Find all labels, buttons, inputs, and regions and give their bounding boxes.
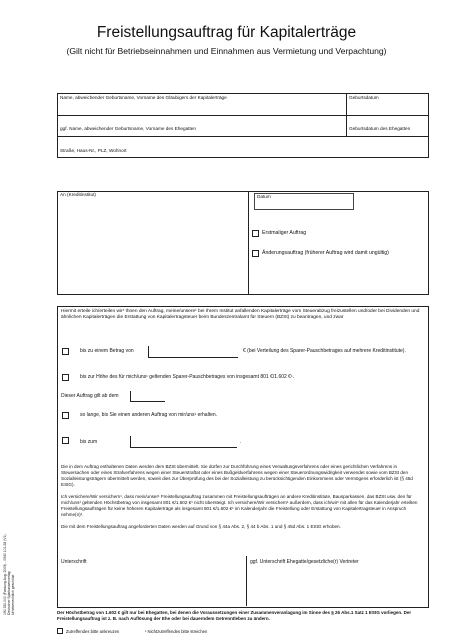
signature-label: Unterschrift [61, 559, 87, 565]
institute-field[interactable]: An (Kreditinstitut) [60, 192, 96, 197]
until-date-label: bis zum [80, 439, 98, 445]
form-id-line: 190 330.000 (Fassung Aug. 2009) - 0540 101.28 (V1) [3, 534, 7, 615]
until-date-period: . [240, 439, 242, 445]
until-date-input[interactable] [130, 447, 237, 448]
legal-basis: Die mit dem Freistellungsauftrag angeforderten Daten werden auf Grund von § 44a Abs. 2, § 44 b Abs. 1 und § 45d Abs. 1 EStG erhoben. [61, 524, 341, 529]
amount-checkbox[interactable] [62, 348, 69, 355]
amount-input[interactable] [148, 357, 238, 358]
creditor-name-field[interactable]: Name, abweichender Geburtsname, Vorname des Gläubigers der Kapitalerträge [60, 95, 227, 100]
form-id-sidebar [3, 525, 23, 615]
valid-from-input[interactable] [130, 401, 165, 402]
change-order-checkbox[interactable] [252, 250, 259, 257]
birthdate-field[interactable]: Geburtsdatum [349, 95, 379, 100]
first-order-label: Erstmaliger Auftrag [262, 230, 307, 236]
first-order-checkbox[interactable] [252, 230, 259, 237]
signature-field[interactable] [60, 566, 240, 606]
spouse-name-field[interactable]: ggf. Name, abweichender Geburtsname, Vorname des Ehegatten [60, 126, 197, 131]
date-label: Datum [257, 194, 271, 199]
amount-suffix: € (bei Verteilung des Sparer-Pauschbetrages auf mehrere Kreditinstitute). [243, 348, 406, 354]
until-date-checkbox[interactable] [62, 437, 69, 444]
until-revoked-checkbox[interactable] [62, 412, 69, 419]
institute-block [57, 191, 429, 295]
change-order-label: Änderungsauftrag (früherer Auftrag wird damit ungültig) [262, 250, 389, 256]
footer-note: Der Höchstbetrag von 1.602 € gilt nur bei Ehegatten, bei denen die Voraussetzungen einer Zusammenveranlagung im Sinne des § 26 Abs.1 Satz 1 EStG vorliegen. Der Freistellungsauftrag ist z. B. nach Auflösung der Ehe oder bei dauerndem Getrenntleben zu ändern. [57, 610, 412, 621]
valid-from-label: Dieser Auftrag gilt ab dem [61, 393, 119, 399]
legal-data-transfer: Die in dem Auftrag enthaltenen Daten werden dem BZSt übermittelt. Sie dürfen zur Durchführung eines Verwaltungsverfahrens oder eines gerichtlichen Verfahrens in Steuersachen oder eines Strafverfahrens wegen einer Steuerstraftat oder eines Bußgeldverfahrens wegen einer Steuerordnungswidrigkeit verwendet sowie vom BZSt den Sozialleistungsträgern übermittelt werden, soweit dies zur Überprüfung des bei der Sozialleistung zu berücksichtigenden Einkommens oder Vermögens erforderlich ist (§ 45d EStG). [61, 464, 413, 487]
spouse-signature-field[interactable] [250, 566, 425, 606]
page-subtitle: (Gilt nicht für Betriebseinnahmen und Einnahmen aus Vermietung und Verpachtung) [66, 46, 387, 56]
address-field[interactable]: Straße, Haus-Nr., PLZ, Wohnort [60, 148, 127, 153]
full-amount-label: bis zur Höhe des für mich/uns¹ geltenden Sparer-Pauschbetrages von insgesamt 801 €/1.602 €¹. [80, 374, 295, 380]
legend-check: Zutreffendes bitte ankreuzen [66, 629, 120, 634]
spouse-birthdate-field[interactable]: Geburtsdatum des Ehegatten [349, 126, 411, 131]
legend-checkbox-icon [57, 628, 63, 634]
amount-label: bis zu einem Betrag von [80, 348, 134, 354]
legal-declaration: Ich versichere/Wir versichern¹, dass mein/unser¹ Freistellungsauftrag zusammen mit Freistellungsaufträgen an andere Kreditinstitute, Bausparkassen, das BZSt usw. den für mich/uns¹ geltenden Höchstbetrag von insgesamt 801 €/1.602 €¹ nicht übersteigt. Ich versichere/Wir versichern¹ außerdem, dass ich/wir¹ mit allen für das Kalenderjahr erteilten Freistellungsaufträgen für keine höheren Kapitalerträge als insgesamt 801 €/1.602 €¹ im Kalenderjahr die Freistellung oder Erstattung von Kapitalertragsteuer in Anspruch nehme(n)¹. [61, 494, 418, 517]
legend-strike: ¹ Nichtzutreffendes bitte streichen [145, 629, 208, 634]
spouse-signature-label: ggf. Unterschrift Ehegatte/gesetzliche(r) Vertreter [250, 559, 359, 565]
order-intro: Hiermit erteile ich/erteilen wir¹ Ihnen den Auftrag, meine/unsere¹ bei Ihrem Institut anfallenden Kapitalerträge vom Steuerabzug freizustellen und/oder bei Dividenden und ähnlichen Kapitalerträgen die Erstattung von Kapitalertragsteuer beim Bundeszentralamt für Steuern (BZSt) zu beantragen, und zwar [61, 309, 420, 321]
page-title: Freistellungsauftrag für Kapitalerträge [96, 24, 357, 41]
publisher-line: Deutscher Sparkassenverlag [7, 571, 12, 615]
until-revoked-label: so lange, bis Sie einen anderen Auftrag von mir/uns¹ erhalten. [80, 412, 218, 418]
full-amount-checkbox[interactable] [62, 374, 69, 381]
copyright-line: Urheberrechtlich geschützt [11, 574, 16, 615]
